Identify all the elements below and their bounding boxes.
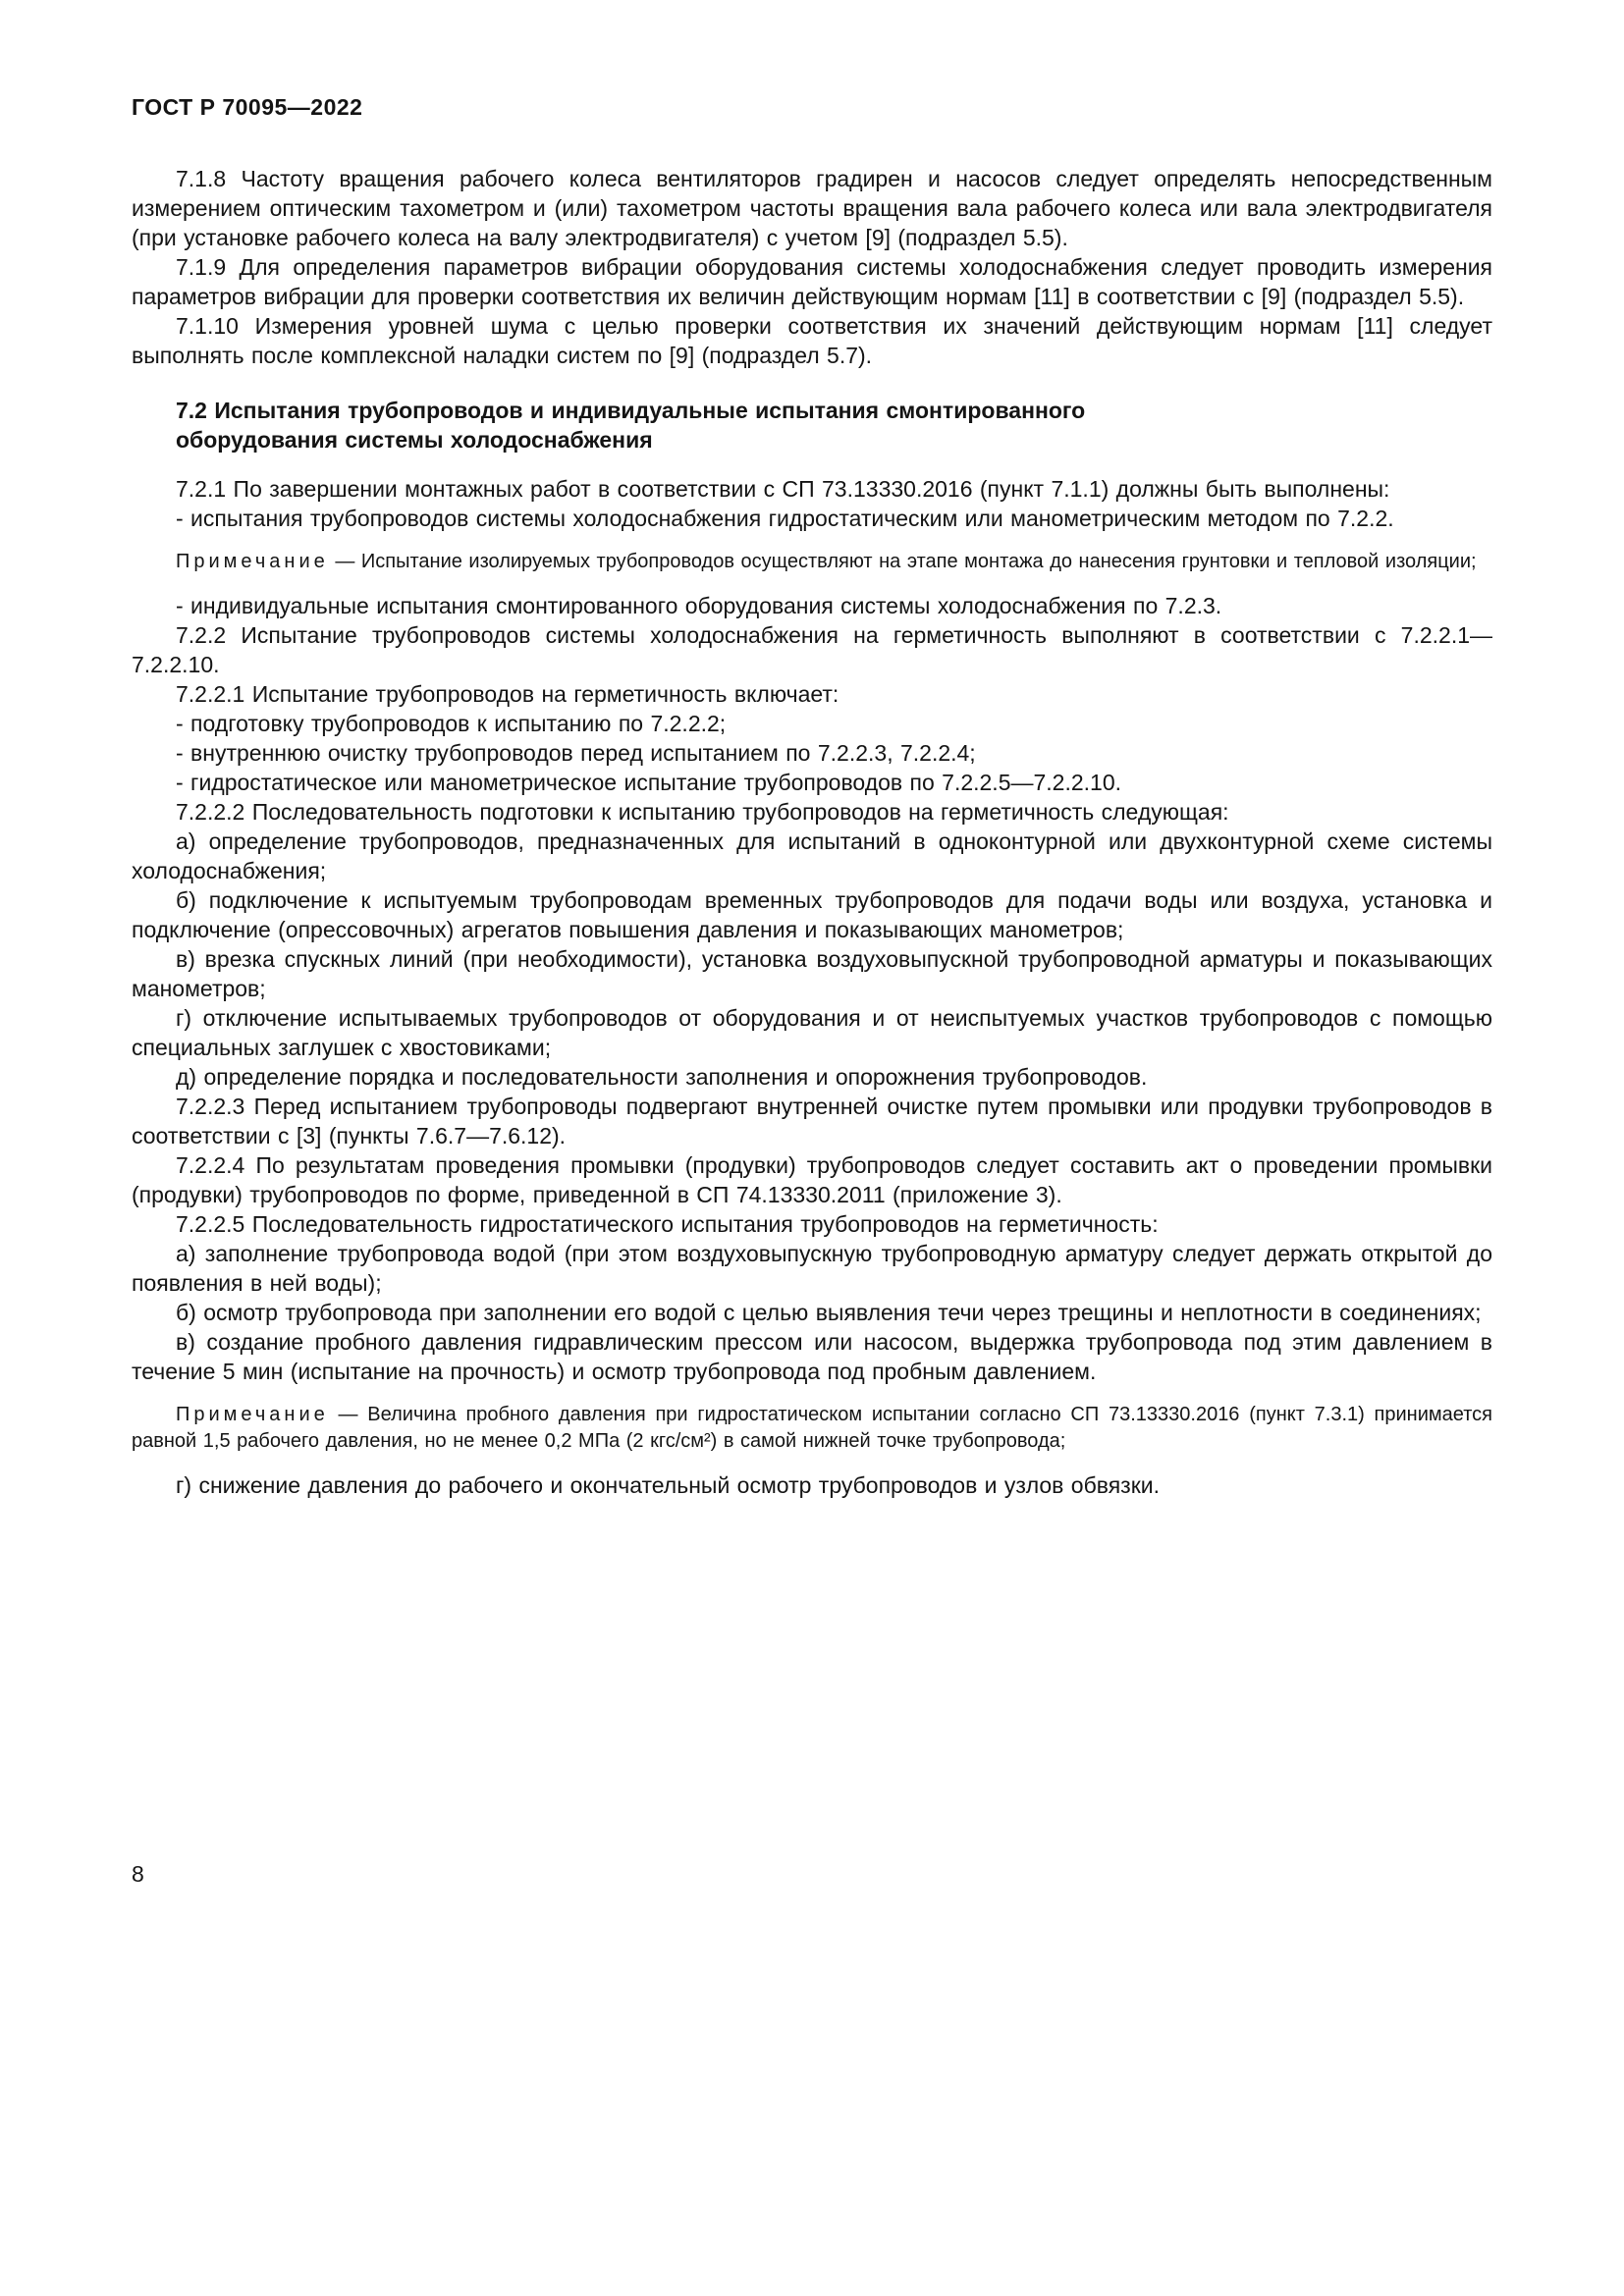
body-paragraph: а) заполнение трубопровода водой (при этом воздуховыпускную трубопроводную арматуру следует держать открытой до появления в ней воды); bbox=[132, 1241, 1492, 1296]
body-paragraph: б) подключение к испытуемым трубопроводам временных трубопроводов для подачи воды или воздуха, установка и подключение (опрессовочных) агрегатов повышения давления и показывающих манометров; bbox=[132, 887, 1492, 942]
body-paragraph: - внутреннюю очистку трубопроводов перед испытанием по 7.2.2.3, 7.2.2.4; bbox=[176, 740, 976, 766]
body-paragraph: 7.2.2 Испытание трубопроводов системы холодоснабжения на герметичность выполняют в соответствии с 7.2.2.1—7.2.2.10. bbox=[132, 622, 1492, 677]
body-paragraph: - гидростатическое или манометрическое испытание трубопроводов по 7.2.2.5—7.2.2.10. bbox=[176, 770, 1122, 795]
note-label: Примечание bbox=[176, 1404, 329, 1425]
section-heading: 7.2 Испытания трубопроводов и индивидуальные испытания смонтированного оборудования системы холодоснабжения bbox=[176, 398, 1086, 453]
body-paragraph: 7.2.1 По завершении монтажных работ в соответствии с СП 73.13330.2016 (пункт 7.1.1) должны быть выполнены: bbox=[176, 476, 1390, 502]
body-paragraph: г) отключение испытываемых трубопроводов от оборудования и от неиспытуемых участков трубопроводов с помощью специальных заглушек с хвостовиками; bbox=[132, 1005, 1492, 1060]
note-paragraph: Примечание — Испытание изолируемых трубопроводов осуществляют на этапе монтажа до нанесения грунтовки и тепловой изоляции; bbox=[176, 551, 1477, 572]
body-paragraph: г) снижение давления до рабочего и окончательный осмотр трубопроводов и узлов обвязки. bbox=[176, 1472, 1161, 1498]
body-paragraph: - подготовку трубопроводов к испытанию по 7.2.2.2; bbox=[176, 711, 727, 736]
body-paragraph: 7.2.2.3 Перед испытанием трубопроводы подвергают внутренней очистке путем промывки или продувки трубопроводов в соответствии с [3] (пункты 7.6.7—7.6.12). bbox=[132, 1094, 1492, 1148]
body-paragraph: а) определение трубопроводов, предназначенных для испытаний в одноконтурной или двухконтурной схеме системы холодоснабжения; bbox=[132, 828, 1492, 883]
body-paragraph: 7.2.2.4 По результатам проведения промывки (продувки) трубопроводов следует составить акт о проведении промывки (продувки) трубопроводов по форме, приведенной в СП 74.13330.2011 (приложение 3). bbox=[132, 1152, 1492, 1207]
document-content bbox=[132, 164, 1492, 1500]
body-paragraph: 7.1.10 Измерения уровней шума с целью проверки соответствия их значений действующим нормам [11] следует выполнять после комплексной наладки систем по [9] (подраздел 5.7). bbox=[132, 313, 1492, 368]
body-paragraph: 7.2.2.2 Последовательность подготовки к испытанию трубопроводов на герметичность следующая: bbox=[176, 799, 1229, 825]
body-paragraph: 7.2.2.1 Испытание трубопроводов на герметичность включает: bbox=[176, 681, 839, 707]
document-header: ГОСТ Р 70095—2022 bbox=[132, 94, 363, 120]
body-paragraph: 7.1.9 Для определения параметров вибрации оборудования системы холодоснабжения следует проводить измерения параметров вибрации для проверки соответствия их величин действующим нормам [11] в соответствии с [9] (подраздел 5.5). bbox=[132, 254, 1492, 309]
body-paragraph: - индивидуальные испытания смонтированного оборудования системы холодоснабжения по 7.2.3. bbox=[176, 593, 1222, 618]
body-paragraph: б) осмотр трубопровода при заполнении его водой с целью выявления течи через трещины и неплотности в соединениях; bbox=[176, 1300, 1482, 1325]
body-paragraph: в) врезка спускных линий (при необходимости), установка воздуховыпускной трубопроводной арматуры и показывающих манометров; bbox=[132, 946, 1492, 1001]
note-label: Примечание bbox=[176, 551, 329, 572]
page-number: 8 bbox=[132, 1861, 144, 1887]
body-paragraph: 7.2.2.5 Последовательность гидростатического испытания трубопроводов на герметичность: bbox=[176, 1211, 1159, 1237]
body-paragraph: д) определение порядка и последовательности заполнения и опорожнения трубопроводов. bbox=[176, 1064, 1148, 1090]
body-paragraph: в) создание пробного давления гидравлическим прессом или насосом, выдержка трубопровода под этим давлением в течение 5 мин (испытание на прочность) и осмотр трубопровода под пробным давлением. bbox=[132, 1329, 1492, 1384]
note-paragraph: Примечание — Величина пробного давления при гидростатическом испытании согласно СП 73.13330.2016 (пункт 7.3.1) принимается равной 1,5 рабочего давления, но не менее 0,2 МПа (2 кгс/см²) в самой нижней точке трубопровода; bbox=[132, 1404, 1492, 1452]
body-paragraph: 7.1.8 Частоту вращения рабочего колеса вентиляторов градирен и насосов следует определять непосредственным измерением оптическим тахометром и (или) тахометром частоты вращения вала рабочего колеса или вала электродвигателя (при установке рабочего колеса на валу электродвигателя) с учетом [9] (подраздел 5.5). bbox=[132, 166, 1492, 250]
body-paragraph: - испытания трубопроводов системы холодоснабжения гидростатическим или манометрическим методом по 7.2.2. bbox=[176, 506, 1394, 531]
